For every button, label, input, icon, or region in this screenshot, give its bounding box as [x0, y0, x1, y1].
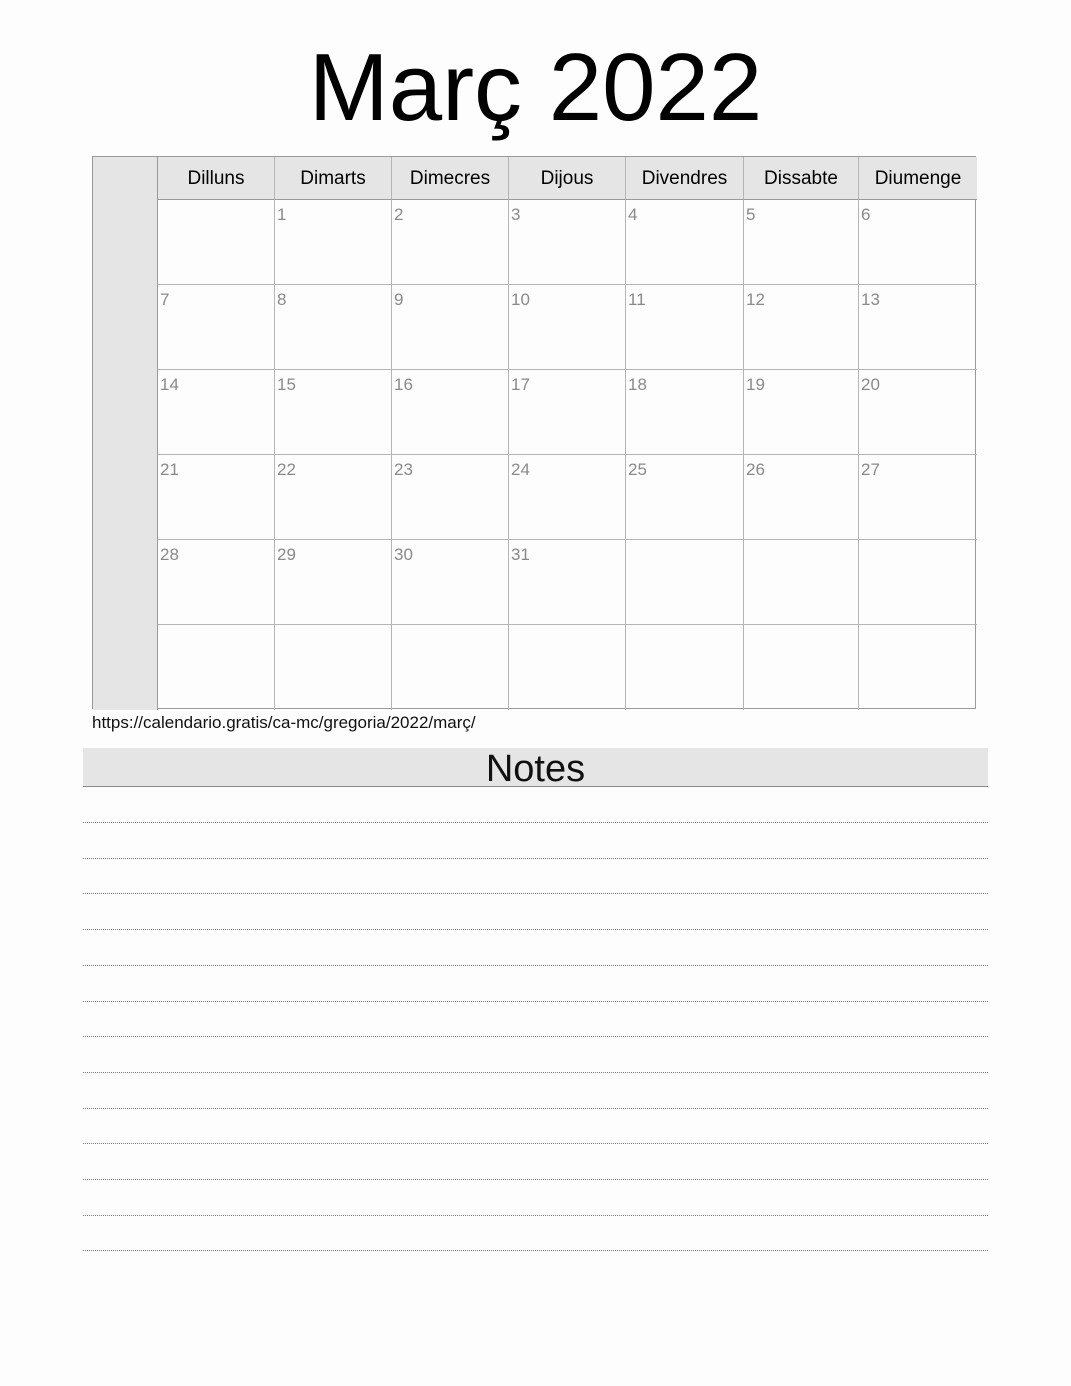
calendar-grid: [92, 156, 976, 709]
day-cell: 15: [275, 370, 392, 455]
note-line: [83, 822, 988, 823]
day-cell: 4: [626, 200, 744, 285]
day-cell: 18: [626, 370, 744, 455]
day-cell: 31: [509, 540, 626, 625]
day-cell: 12: [744, 285, 859, 370]
day-cell: 11: [626, 285, 744, 370]
day-cell: [744, 625, 859, 710]
day-cell: 1: [275, 200, 392, 285]
weekday-header-thursday: Dijous: [509, 157, 626, 200]
day-cell: [744, 540, 859, 625]
day-cell: 21: [158, 455, 275, 540]
day-cell: [626, 540, 744, 625]
day-cell: 25: [626, 455, 744, 540]
day-cell: 17: [509, 370, 626, 455]
day-cell: 24: [509, 455, 626, 540]
note-line: [83, 1108, 988, 1109]
day-cell: [859, 625, 977, 710]
day-cell: 13: [859, 285, 977, 370]
day-cell: [859, 540, 977, 625]
day-cell: 20: [859, 370, 977, 455]
day-cell: [158, 200, 275, 285]
note-line: [83, 893, 988, 894]
note-line: [83, 1250, 988, 1251]
day-cell: [626, 625, 744, 710]
day-cell: 8: [275, 285, 392, 370]
day-cell: 29: [275, 540, 392, 625]
day-cell: 14: [158, 370, 275, 455]
note-line: [83, 929, 988, 930]
page-title: Març 2022: [308, 34, 763, 141]
day-cell: 27: [859, 455, 977, 540]
source-url: https://calendario.gratis/ca-mc/gregoria/2022/març/: [92, 713, 476, 732]
day-cell: 2: [392, 200, 509, 285]
day-cell: 10: [509, 285, 626, 370]
notes-title: Notes: [485, 748, 586, 790]
note-line: [83, 1215, 988, 1216]
day-cell: 9: [392, 285, 509, 370]
day-cell: 23: [392, 455, 509, 540]
day-cell: 3: [509, 200, 626, 285]
day-cell: 28: [158, 540, 275, 625]
weekday-header-saturday: Dissabte: [744, 157, 859, 200]
day-cell: 16: [392, 370, 509, 455]
day-cell: 30: [392, 540, 509, 625]
day-cell: [509, 625, 626, 710]
note-line: [83, 1072, 988, 1073]
day-cell: 22: [275, 455, 392, 540]
notes-header: [83, 748, 988, 790]
day-cell: [275, 625, 392, 710]
day-cell: [392, 625, 509, 710]
day-cell: [158, 625, 275, 710]
day-cell: 6: [859, 200, 977, 285]
weekday-header-tuesday: Dimarts: [275, 157, 392, 200]
weekday-header-wednesday: Dimecres: [392, 157, 509, 200]
note-line: [83, 1143, 988, 1144]
week-number-column: [93, 157, 158, 710]
weekday-header-sunday: Diumenge: [859, 157, 977, 200]
day-cell: 7: [158, 285, 275, 370]
note-line: [83, 1001, 988, 1002]
note-line: [83, 858, 988, 859]
day-cell: 26: [744, 455, 859, 540]
note-line: [83, 1179, 988, 1180]
note-line: [83, 1036, 988, 1037]
day-cell: 19: [744, 370, 859, 455]
weekday-header-monday: Dilluns: [158, 157, 275, 200]
note-line: [83, 965, 988, 966]
day-cell: 5: [744, 200, 859, 285]
weekday-header-friday: Divendres: [626, 157, 744, 200]
